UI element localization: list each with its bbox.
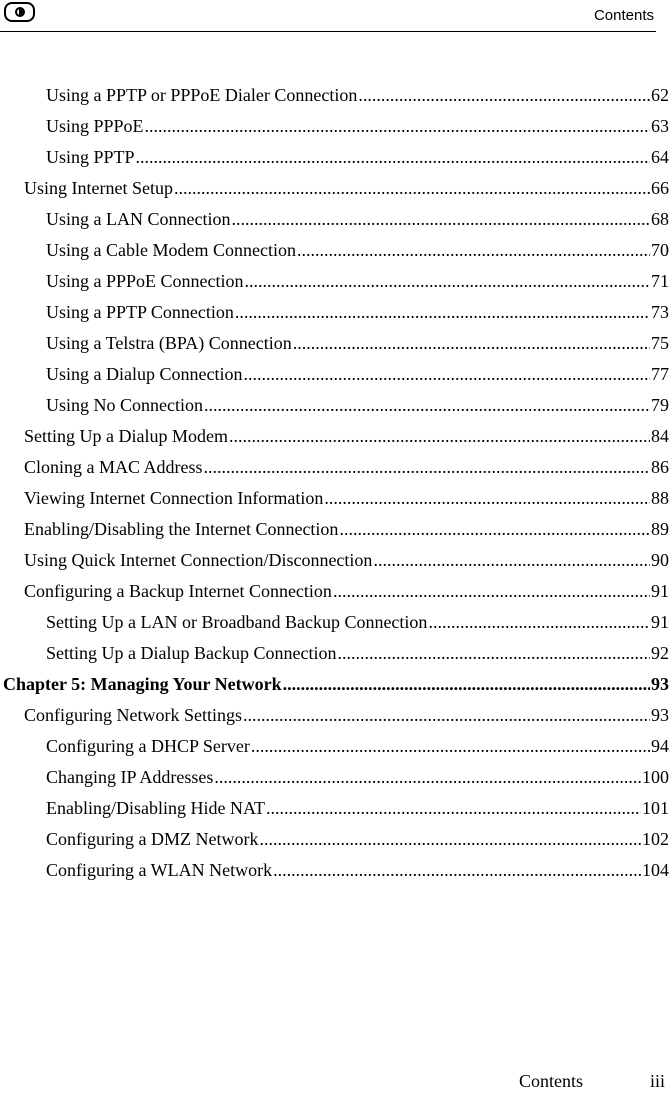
footer-page-number: iii bbox=[650, 1071, 666, 1091]
toc-entry-page: 89 bbox=[651, 519, 669, 539]
toc-entry-page: 86 bbox=[651, 457, 669, 477]
dot-leader bbox=[145, 111, 650, 142]
toc-entry-title: Using Quick Internet Connection/Disconnection bbox=[24, 550, 373, 570]
toc-entry-title: Using a Telstra (BPA) Connection bbox=[46, 333, 292, 353]
toc-entry[interactable] bbox=[0, 142, 669, 173]
dot-leader bbox=[324, 483, 650, 514]
toc-entry[interactable] bbox=[0, 607, 669, 638]
toc-entry[interactable] bbox=[0, 514, 669, 545]
toc-entry-page: 79 bbox=[651, 395, 669, 415]
toc-entry[interactable] bbox=[0, 855, 669, 886]
toc-entry-page: 62 bbox=[651, 85, 669, 105]
toc-entry-title: Using Internet Setup bbox=[24, 178, 173, 198]
toc-entry[interactable] bbox=[0, 111, 669, 142]
toc-entry-title: Configuring Network Settings bbox=[24, 705, 242, 725]
toc-entry[interactable] bbox=[0, 731, 669, 762]
toc-entry-page: 101 bbox=[642, 798, 669, 818]
dot-leader bbox=[337, 638, 650, 669]
table-of-contents bbox=[0, 80, 669, 886]
brand-logo-icon bbox=[4, 2, 35, 22]
dot-leader bbox=[339, 514, 650, 545]
toc-entry-page: 84 bbox=[651, 426, 669, 446]
dot-leader bbox=[243, 700, 650, 731]
toc-entry-title: Using PPPoE bbox=[46, 116, 144, 136]
toc-entry[interactable] bbox=[0, 328, 669, 359]
toc-entry-page: 77 bbox=[651, 364, 669, 384]
toc-entry-page: 93 bbox=[651, 705, 669, 725]
dot-leader bbox=[243, 359, 650, 390]
toc-entry[interactable] bbox=[0, 266, 669, 297]
toc-entry-title: Setting Up a LAN or Broadband Backup Connection bbox=[46, 612, 428, 632]
toc-entry[interactable] bbox=[0, 204, 669, 235]
dot-leader bbox=[231, 204, 650, 235]
toc-entry-page: 91 bbox=[651, 581, 669, 601]
dot-leader bbox=[229, 421, 650, 452]
toc-entry-page: 68 bbox=[651, 209, 669, 229]
dot-leader bbox=[358, 80, 650, 111]
toc-entry[interactable] bbox=[0, 390, 669, 421]
toc-entry-page: 73 bbox=[651, 302, 669, 322]
dot-leader bbox=[293, 328, 650, 359]
toc-entry-page: 64 bbox=[651, 147, 669, 167]
dot-leader bbox=[204, 390, 650, 421]
toc-entry[interactable] bbox=[0, 638, 669, 669]
toc-entry-page: 92 bbox=[651, 643, 669, 663]
toc-entry-title: Using a PPTP or PPPoE Dialer Connection bbox=[46, 85, 358, 105]
toc-entry-page: 75 bbox=[651, 333, 669, 353]
dot-leader bbox=[273, 855, 641, 886]
toc-chapter-entry[interactable] bbox=[0, 669, 669, 700]
toc-entry[interactable] bbox=[0, 359, 669, 390]
toc-entry-title: Setting Up a Dialup Modem bbox=[24, 426, 228, 446]
toc-entry-page: 94 bbox=[651, 736, 669, 756]
dot-leader bbox=[136, 142, 650, 173]
toc-entry-page: 91 bbox=[651, 612, 669, 632]
toc-entry-page: 70 bbox=[651, 240, 669, 260]
toc-entry-page: 71 bbox=[651, 271, 669, 291]
toc-entry-title: Using a PPPoE Connection bbox=[46, 271, 244, 291]
toc-entry-page: 102 bbox=[642, 829, 669, 849]
toc-entry-title: Configuring a DHCP Server bbox=[46, 736, 250, 756]
toc-entry-title: Using PPTP bbox=[46, 147, 135, 167]
dot-leader bbox=[245, 266, 650, 297]
dot-leader bbox=[251, 731, 650, 762]
toc-entry-title: Using a Dialup Connection bbox=[46, 364, 243, 384]
dot-leader bbox=[333, 576, 650, 607]
toc-entry-title: Viewing Internet Connection Information bbox=[24, 488, 324, 508]
toc-entry-title: Using a PPTP Connection bbox=[46, 302, 234, 322]
toc-entry-title: Using a LAN Connection bbox=[46, 209, 231, 229]
toc-entry-title: Enabling/Disabling the Internet Connection bbox=[24, 519, 339, 539]
dot-leader bbox=[297, 235, 650, 266]
header-title: Contents bbox=[593, 7, 654, 24]
toc-entry-title: Cloning a MAC Address bbox=[24, 457, 203, 477]
footer-section-label: Contents bbox=[519, 1071, 584, 1091]
toc-entry-title: Changing IP Addresses bbox=[46, 767, 214, 787]
toc-entry-page: 63 bbox=[651, 116, 669, 136]
logo-mark bbox=[15, 7, 25, 17]
toc-entry[interactable] bbox=[0, 421, 669, 452]
toc-entry-title: Configuring a WLAN Network bbox=[46, 860, 273, 880]
dot-leader bbox=[214, 762, 641, 793]
dot-leader bbox=[174, 173, 650, 204]
toc-entry-page: 100 bbox=[642, 767, 669, 787]
toc-entry-page: 104 bbox=[642, 860, 669, 880]
toc-entry[interactable] bbox=[0, 700, 669, 731]
toc-entry-page: 90 bbox=[651, 550, 669, 570]
toc-entry-title: Using a Cable Modem Connection bbox=[46, 240, 296, 260]
toc-entry[interactable] bbox=[0, 235, 669, 266]
toc-entry[interactable] bbox=[0, 483, 669, 514]
dot-leader bbox=[259, 824, 641, 855]
dot-leader bbox=[428, 607, 650, 638]
dot-leader bbox=[266, 793, 641, 824]
toc-entry[interactable] bbox=[0, 173, 669, 204]
dot-leader bbox=[283, 669, 650, 700]
toc-entry-title: Enabling/Disabling Hide NAT bbox=[46, 798, 265, 818]
toc-entry[interactable] bbox=[0, 545, 669, 576]
toc-entry[interactable] bbox=[0, 576, 669, 607]
dot-leader bbox=[373, 545, 650, 576]
toc-entry-page: 93 bbox=[651, 674, 669, 694]
toc-entry[interactable] bbox=[0, 824, 669, 855]
toc-entry[interactable] bbox=[0, 297, 669, 328]
toc-entry[interactable] bbox=[0, 452, 669, 483]
toc-entry-page: 88 bbox=[651, 488, 669, 508]
toc-entry[interactable] bbox=[0, 762, 669, 793]
toc-entry-page: 66 bbox=[651, 178, 669, 198]
dot-leader bbox=[204, 452, 650, 483]
toc-entry[interactable] bbox=[0, 80, 669, 111]
page-header bbox=[0, 0, 656, 32]
toc-entry[interactable] bbox=[0, 793, 669, 824]
page-footer bbox=[0, 1071, 669, 1095]
toc-entry-title: Setting Up a Dialup Backup Connection bbox=[46, 643, 337, 663]
dot-leader bbox=[235, 297, 650, 328]
toc-entry-title: Configuring a DMZ Network bbox=[46, 829, 259, 849]
toc-entry-title: Configuring a Backup Internet Connection bbox=[24, 581, 332, 601]
toc-entry-title: Using No Connection bbox=[46, 395, 203, 415]
toc-entry-title: Chapter 5: Managing Your Network bbox=[3, 674, 282, 694]
